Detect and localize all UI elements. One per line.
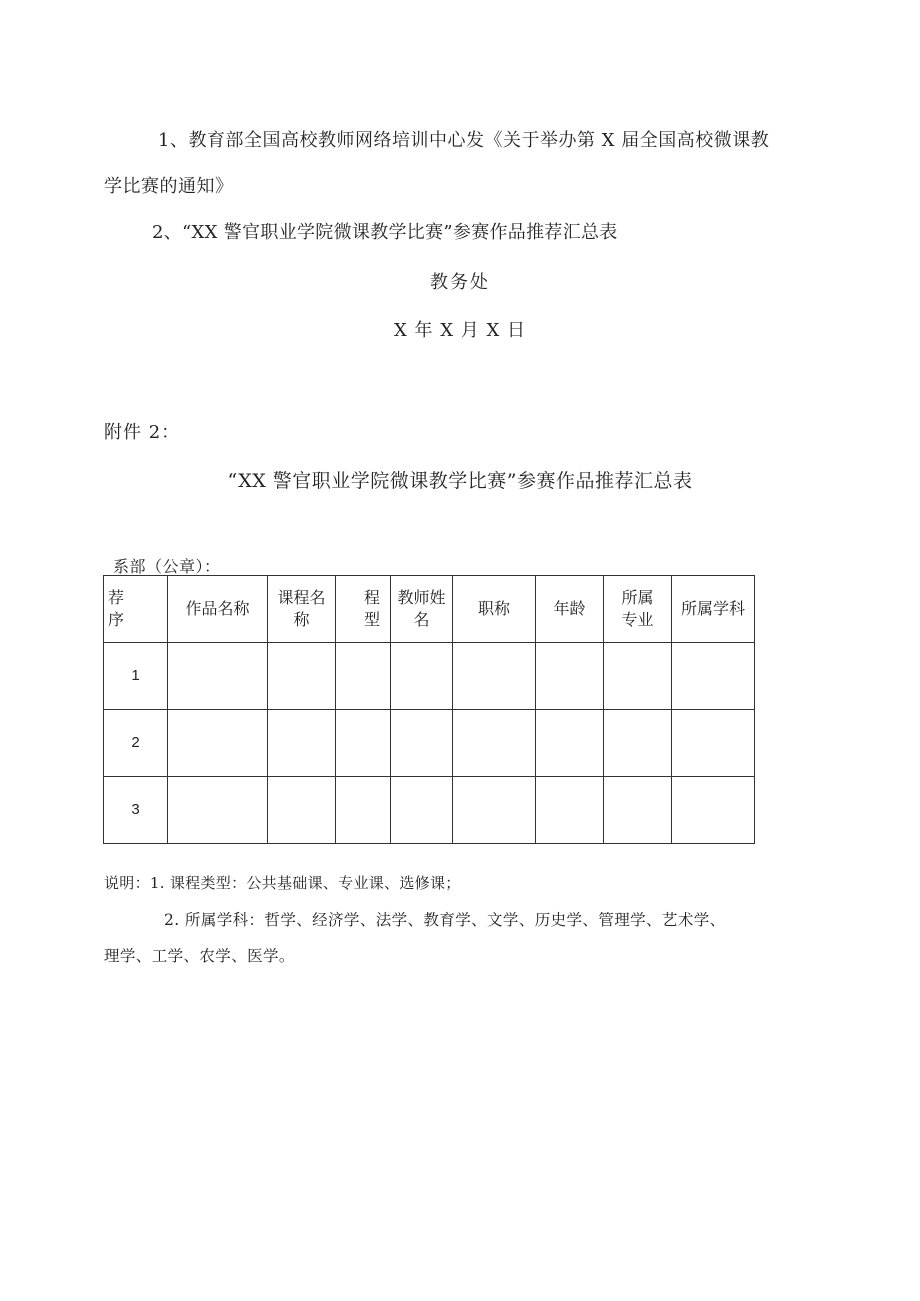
row-index: 3 — [104, 777, 168, 844]
issuer: 教务处 — [430, 272, 490, 293]
table-cell — [453, 643, 536, 710]
row-index: 2 — [104, 710, 168, 777]
table-cell — [336, 777, 391, 844]
header-index: 荐 序 — [104, 576, 168, 643]
table-cell — [536, 710, 604, 777]
table-cell — [604, 710, 672, 777]
table-cell — [336, 710, 391, 777]
table-cell — [168, 710, 268, 777]
table-cell — [391, 777, 453, 844]
issue-date: X 年 X 月 X 日 — [393, 320, 527, 341]
department-label: 系部（公章）： — [113, 557, 221, 576]
header-title: 职称 — [453, 576, 536, 643]
table-cell — [453, 777, 536, 844]
note-course-types: 说明：1. 课程类型：公共基础课、专业课、选修课； — [104, 874, 461, 892]
table-cell — [391, 710, 453, 777]
note-disciplines-line-2: 理学、工学、农学、医学。 — [104, 947, 295, 965]
header-teacher-name: 教师姓 名 — [391, 576, 453, 643]
submission-table — [103, 575, 755, 844]
table-cell — [336, 643, 391, 710]
table-cell — [168, 643, 268, 710]
table-cell — [672, 777, 755, 844]
form-title: “XX 警官职业学院微课教学比赛”参赛作品推荐汇总表 — [227, 470, 693, 492]
table-row — [104, 777, 755, 844]
notice-item-1-line-2: 学比赛的通知》 — [104, 176, 234, 197]
header-discipline: 所属学科 — [672, 576, 755, 643]
note-disciplines-line-1: 2. 所属学科：哲学、经济学、法学、教育学、文学、历史学、管理学、艺术学、 — [164, 911, 726, 929]
table-header-row — [104, 576, 755, 643]
table-cell — [391, 643, 453, 710]
table-cell — [604, 777, 672, 844]
table-cell — [268, 777, 336, 844]
attachment-label: 附件 2： — [104, 422, 181, 443]
table-cell — [168, 777, 268, 844]
table-cell — [536, 777, 604, 844]
table-cell — [672, 710, 755, 777]
table-cell — [536, 643, 604, 710]
notice-item-1-line-1: 1、教育部全国高校教师网络培训中心发《关于举办第 X 届全国高校微课教 — [158, 130, 770, 151]
row-index: 1 — [104, 643, 168, 710]
table-cell — [268, 710, 336, 777]
header-major: 所属 专业 — [604, 576, 672, 643]
table-row — [104, 643, 755, 710]
header-course-type: 程 型 — [336, 576, 391, 643]
table-cell — [453, 710, 536, 777]
table-row — [104, 710, 755, 777]
header-course-name: 课程名 称 — [268, 576, 336, 643]
table-cell — [268, 643, 336, 710]
table-cell — [672, 643, 755, 710]
header-age: 年龄 — [536, 576, 604, 643]
header-work-name: 作品名称 — [168, 576, 268, 643]
table-cell — [604, 643, 672, 710]
notice-item-2: 2、“XX 警官职业学院微课教学比赛”参赛作品推荐汇总表 — [152, 222, 618, 243]
